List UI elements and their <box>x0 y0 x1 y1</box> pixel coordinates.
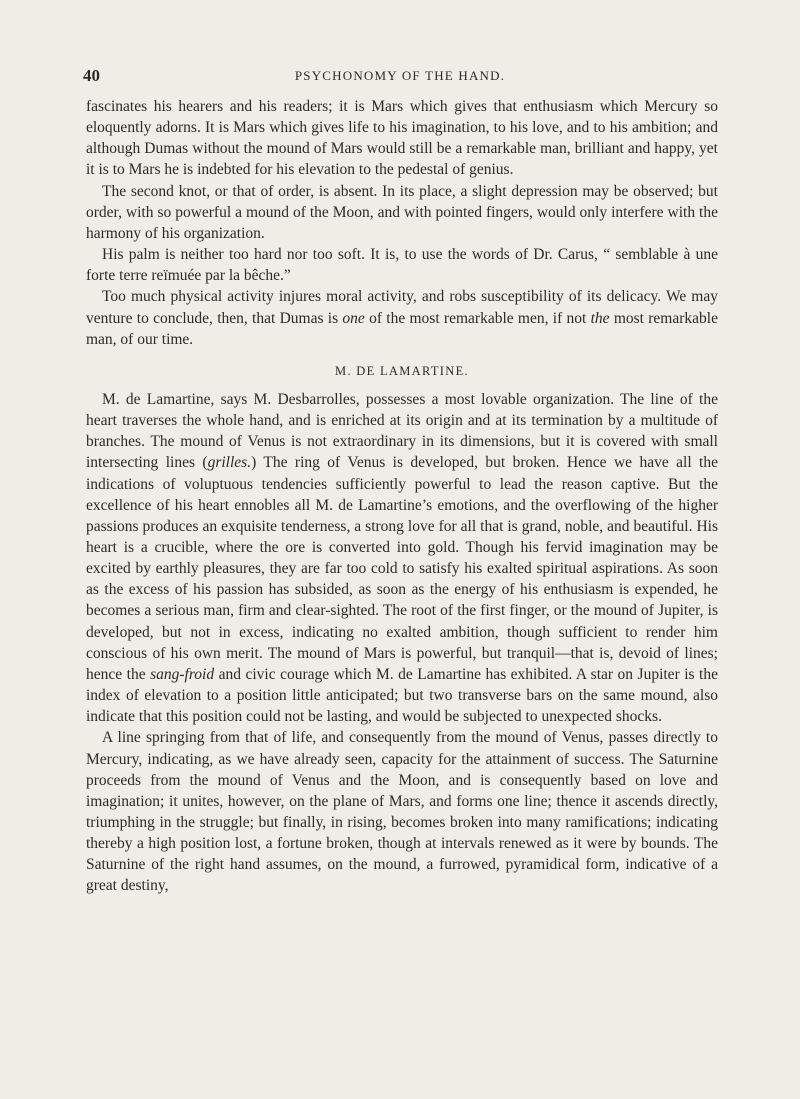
paragraph-4-emphasis-the: the <box>590 309 610 327</box>
paragraph-5 <box>86 389 718 728</box>
paragraph-2: The second knot, or that of order, is absent. In its place, a slight depression may be observed; but order, with so powerful a mound of the Moon, and with pointed fingers, would only interfere with the harmony of his organization. <box>86 182 718 242</box>
body-text <box>86 96 718 897</box>
page-number: 40 <box>83 66 100 85</box>
paragraph-6: A line springing from that of life, and consequently from the mound of Venus, passes directly to Mercury, indicating, as we have already seen, capacity for the attainment of success. The Saturnine proceeds from the mound of Venus and the Moon, and is consequently based on love and imagination; it unites, however, on the plane of Mars, and forms one line; thence it ascends directly, triumphing in the struggle; but finally, in rising, becomes broken into many ramifications; indicating thereby a high position lost, a fortune broken, though at intervals renewed as it were by bounds. The Saturnine of the right hand assumes, on the mound, a furrowed, pyramidical form, indicative of a great destiny, <box>86 729 718 895</box>
paragraph-1: fascinates his hearers and his readers; it is Mars which gives that enthusiasm which Mercury so eloquently adorns. It is Mars which gives life to his imagination, to his love, and to his ambition; and although Dumas without the mound of Mars would still be a remarkable man, brilliant and happy, yet it is to Mars he is indebted for his elevation to the pedestal of genius. <box>86 98 718 179</box>
paragraph-4-text-c: most remarkable man, of our time. <box>86 309 718 348</box>
paragraph-4 <box>86 286 718 349</box>
paragraph-5-emphasis-sang-froid: sang-froid <box>150 665 215 683</box>
running-title: PSYCHONOMY OF THE HAND. <box>294 68 506 83</box>
paragraph-5-text-c: and civic courage which M. de Lamartine has exhibited. A star on Jupiter is the index of elevation to a position little anticipated; but two transverse bars on the same mound, also indicate that this position could not be lasting, and would be subjected to unexpected shocks. <box>86 665 718 726</box>
section-heading: M. DE LAMARTINE. <box>335 363 469 378</box>
page-header <box>0 66 800 90</box>
paragraph-4-emphasis-one: one <box>342 309 365 327</box>
paragraph-5-emphasis-grilles: grilles. <box>207 454 252 472</box>
paragraph-4-text-a: Too much physical activity injures moral activity, and robs susceptibility of its delicacy. We may venture to conclude, then, that Dumas is <box>86 288 718 327</box>
paragraph-5-text-a: M. de Lamartine, says M. Desbarrolles, possesses a most lovable organization. The line of the heart traverses the whole hand, and is enriched at its origin and at its termination by a multitude of branches. The mound of Venus is not extraordinary in its dimensions, but it is covered with small intersecting lines ( <box>86 390 718 472</box>
paragraph-5-text-b: ) The ring of Venus is developed, but broken. Hence we have all the indications of voluptuous tendencies sufficiently powerful to lead the reason captive. But the excellence of his heart ennobles all M. de Lamartine’s emotions, and the overflowing of the higher passions produces an exquisite tenderness, a strong love for all that is grand, noble, and beautiful. His heart is a crucible, where the ore is converted into gold. Though his fervid imagination may be excited by earthly pleasures, they are far too cold to satisfy his exalted spiritual aspirations. As soon as the excess of his passion has subsided, as soon as the energy of his enthusiasm is expended, he becomes a serious man, firm and clear-sighted. The root of the first finger, or the mound of Jupiter, is developed, but not in excess, indicating no exalted ambition, though sufficient to render him conscious of his own merit. The mound of Mars is powerful, but tranquil—that is, devoid of lines; hence the <box>86 454 718 683</box>
paragraph-3: His palm is neither too hard nor too soft. It is, to use the words of Dr. Carus, “ semblable à une forte terre reïmuée par la bêche.” <box>86 246 718 285</box>
paragraph-4-text-b: of the most remarkable men, if not <box>364 309 591 327</box>
